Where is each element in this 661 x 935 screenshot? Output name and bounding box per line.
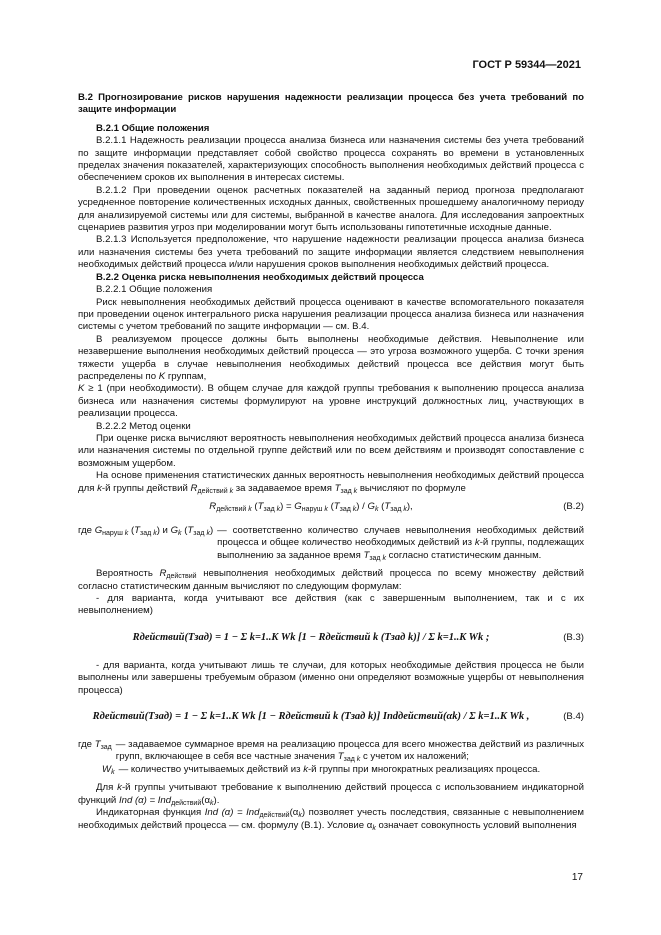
paragraph: В реализуемом процессе должны быть выполнены необходимые действия. Невыполнение или незавершение выполнения необходимых действий процесса — это угроза возможного ущерба. С точки зрения тяжести ущерба в случае невыполнения необходимых действий процесса все действия могут быть распределены по K группам, K ≥ 1 (при необходимости). В общем случае для каждой группы требования к выполнению процесса анализа бизнеса или назначения системы формулируют на уровне инструкций должностных лиц, участвующих в реализации процесса. xyxy=(78,333,584,420)
equation-b4 xyxy=(78,701,584,735)
subsection-title: В.2.2.1 Общие положения xyxy=(96,284,213,296)
where-value: — соответственно количество случаев невыполнения необходимых действий процесса и общее количество необходимых действий из k-й группы, подлежащих выполнению за заданное время $T_{зад k}$ согласно статистическим данным. xyxy=(217,525,584,562)
section-b2-title: В.2 Прогнозирование рисков нарушения надежности реализации процесса без учета требований по защите информации xyxy=(78,92,584,116)
paragraph: Индикаторная функция Ind $(\alpha) = Ind_{действий}(\alpha_k)$ позволяет учесть последствия, связанные с невыполнением необходимых действий процесса — см. формулу (В.1). Условие $\alpha_k$ означает совокупность условий выполнения xyxy=(78,807,584,832)
subsection-title: В.2.2.2 Метод оценки xyxy=(96,420,191,432)
equation-number: (В.3) xyxy=(563,631,584,643)
paragraph: В.2.1.1 Надежность реализации процесса анализа бизнеса или назначения системы без учета требований по защите информации представляет собой свойство процесса сохранять во времени в установленных пределах значения показателей, характеризующих способность выполнения необходимых действий процесса с обеспечением сроков их выполнения в интересах системы. xyxy=(78,135,584,184)
equation-number: (В.2) xyxy=(563,501,584,512)
paragraph: Риск невыполнения необходимых действий процесса оценивают в качестве вспомогательного показателя при проведении оценок интегрального риска нарушения реализации процесса анализа бизнеса или назначения системы с учетом требований по защите информации — см. В.4. xyxy=(78,296,584,333)
doc-id-header: ГОСТ Р 59344—2021 xyxy=(472,59,581,71)
page-body xyxy=(78,92,584,832)
where-key: где $G_{наруш k}$ $(T_{зад k})$ и $G_k$ $(T_{зад k})$ xyxy=(78,525,214,537)
where-block xyxy=(78,739,584,764)
page-number: 17 xyxy=(571,872,583,883)
paragraph: В.2.1.3 Используется предположение, что нарушение надежности реализации процесса анализа бизнеса или назначения системы без учета требований по защите информации является следствием невыполнения необходимых действий процесса и/или нарушения сроков выполнения необходимых действий процесса. xyxy=(78,234,584,271)
equation-number: (В.4) xyxy=(563,711,584,723)
section-b21-title: В.2.1 Общие положения xyxy=(96,122,210,134)
where-block xyxy=(78,764,584,776)
where-key: где $T_{зад}$ xyxy=(78,739,112,752)
equation-b3-formula: Rдействий(Tзад) = 1 − Σ k=1..K Wk [1 − Rдействий k (Tзад k)] / Σ k=1..K Wk ; xyxy=(132,631,490,643)
equation-b3 xyxy=(78,622,584,656)
list-item: - для варианта, когда учитывают все действия (как с завершенным выполнением, так и с их невыполнением) xyxy=(78,593,584,617)
paragraph: При оценке риска вычисляют вероятность невыполнения необходимых действий процесса анализа бизнеса или назначения системы по отдельной группе действий или по всем действиям и производят сопоставление с возможным ущербом. xyxy=(78,432,584,469)
paragraph: В.2.1.2 При проведении оценок расчетных показателей на заданный период прогноза предполагают усредненное повторение количественных исходных данных, свойственных прошедшему аналогичному периоду для анализируемой системы или для системы, выбранной в качестве аналога. Для исследования запроектных сценариев развития угроз при моделировании могут быть использованы гипотетичные исходные данные. xyxy=(78,184,584,234)
where-value: — задаваемое суммарное время на реализацию процесса для всего множества действий из различных групп, включающее в себя все частные значения $T_{зад k}$ с учетом их наложений; xyxy=(115,739,584,764)
where-key: $W_k$ xyxy=(102,763,115,776)
paragraph: Вероятность $R_{действий}$ невыполнения необходимых действий процесса по всему множеству действий согласно статистическим данным вычисляют по следующим формулам: xyxy=(78,568,584,592)
section-b22-title: В.2.2 Оценка риска невыполнения необходимых действий процесса xyxy=(96,271,424,283)
paragraph: На основе применения статистических данных вероятность невыполнения необходимых действий процесса для k-й группы действий $R_{действий k}$ за задаваемое время $T_{зад k}$ вычисляют по формуле xyxy=(78,470,584,495)
where-value: — количество учитываемых действий из k-й группы при многократных реализациях процесса. xyxy=(118,763,541,775)
list-item: - для варианта, когда учитывают лишь те случаи, для которых необходимые действия процесса не были выполнены или завершены требуемым образом (именно они определяют возможные ущербы от невыполнения процесса) xyxy=(78,659,584,696)
paragraph: Для k-й группы учитывают требование к выполнению действий процесса с использованием индикаторной функций Ind $(\alpha) = Ind_{действий}(\alpha_k)$. xyxy=(78,782,584,807)
equation-b4-formula: Rдействий(Tзад) = 1 − Σ k=1..K Wk [1 − Rдействий k (Tзад k)] Indдействий(αk) / Σ k=1..K Wk , xyxy=(92,711,530,723)
where-block xyxy=(78,525,584,562)
equation-b2-formula: $R_{действий k}$ $(T_{зад k}) = G_{наруш k}$ $(T_{зад k}) / G_k$ $(T_{зад k})$, xyxy=(209,501,413,513)
equation-b2 xyxy=(78,501,584,525)
